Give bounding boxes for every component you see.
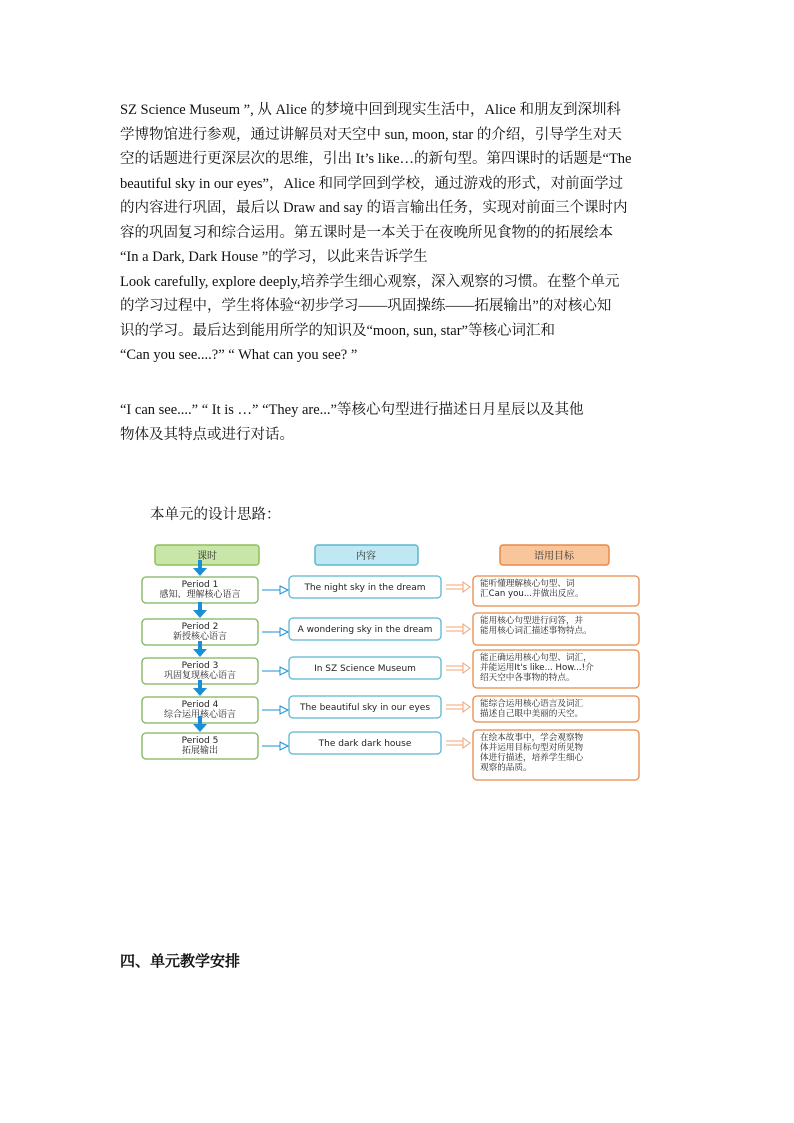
paragraph-line: “Can you see....?” “ What can you see? ”: [120, 347, 358, 363]
period-label: Period 4: [181, 700, 219, 710]
goal-arrow-head: [463, 738, 470, 748]
content-label: The dark dark house: [318, 739, 412, 749]
goal-label: 能正确运用核心句型、词汇，: [480, 653, 592, 663]
goal-label: 绍天空中各事物的特点。: [480, 673, 575, 683]
paragraph-line: 学博物馆进行参观，通过讲解员对天空中 sun, moon, star 的介绍，引导学生对天: [120, 126, 622, 143]
period-label: 拓展输出: [181, 746, 219, 756]
right-arrow-head: [280, 628, 288, 636]
paragraph-line: 识的学习。最后达到能用所学的知识及“moon, sun, star”等核心词汇和: [120, 322, 555, 339]
period-label: 感知、理解核心语言: [159, 590, 241, 600]
content-label: The beautiful sky in our eyes: [299, 703, 431, 713]
goal-label: 能用核心词汇描述事物特点。: [480, 626, 592, 636]
paragraph-line: 空的话题进行更深层次的思维，引出 It’s like…的新句型。第四课时的话题是“The: [120, 151, 632, 167]
design-flow-diagram: [138, 540, 658, 785]
diagram-rows: [142, 560, 639, 780]
down-arrow-head: [193, 649, 207, 657]
goal-arrow-head: [463, 582, 470, 592]
period-label: Period 2: [181, 622, 219, 632]
paragraph-line: SZ Science Museum ”, 从 Alice 的梦境中回到现实生活中，Alice 和朋友到深圳科: [120, 102, 621, 118]
period-label: 新授核心语言: [172, 632, 228, 642]
right-arrow-head: [280, 667, 288, 675]
header-content: 内容: [356, 551, 376, 562]
header-goal: 语用目标: [534, 551, 574, 562]
paragraph-line: beautiful sky in our eyes”，Alice 和同学回到学校，通过游戏的形式，对前面学过: [120, 175, 624, 192]
header-period: 课时: [197, 551, 217, 562]
right-arrow-head: [280, 742, 288, 750]
content-label: A wondering sky in the dream: [297, 625, 433, 635]
paragraph-line: “In a Dark, Dark House ”的学习，以此来告诉学生: [120, 249, 428, 265]
goal-label: 能综合运用核心语言及词汇: [480, 699, 584, 709]
content-label: In SZ Science Museum: [314, 664, 416, 674]
goal-label: 汇Can you...并做出反应。: [480, 589, 584, 599]
goal-arrow-head: [463, 663, 470, 673]
diagram-caption: 本单元的设计思路：: [150, 507, 281, 523]
section-heading: 四、单元教学安排: [120, 952, 241, 970]
period-label: 综合运用核心语言: [163, 710, 237, 720]
down-arrow-head: [193, 610, 207, 618]
down-arrow-head: [193, 688, 207, 696]
period-label: Period 3: [181, 661, 219, 671]
goal-label: 能听懂理解核心句型、词: [480, 579, 575, 589]
period-label: Period 1: [181, 580, 219, 590]
paragraph-line: Look carefully, explore deeply,培养学生细心观察，深入观察的习惯。在整个单元: [120, 273, 620, 290]
period-label: 巩固复现核心语言: [163, 671, 237, 681]
paragraph-line: 的学习过程中，学生将体验“初步学习——巩固操练——拓展输出”的对核心知: [120, 298, 612, 314]
content-label: The night sky in the dream: [304, 583, 426, 593]
paragraph-2: [120, 398, 680, 447]
paragraph-line: 容的巩固复习和综合运用。第五课时是一本关于在夜晚所见食物的的拓展绘本: [120, 224, 613, 241]
down-arrow-head: [193, 724, 207, 732]
goal-arrow-head: [463, 702, 470, 712]
goal-label: 体进行描述，培养学生细心: [480, 753, 584, 763]
right-arrow-head: [280, 586, 288, 594]
goal-label: 在绘本故事中，学会观察物: [480, 733, 584, 743]
goal-label: 并能运用It's like... How...!介: [480, 663, 594, 673]
down-arrow-head: [193, 568, 207, 576]
paragraph-line: 物体及其特点或进行对话。: [120, 426, 294, 443]
paragraph-line: “I can see....” “ It is …” “They are...”等核心句型进行描述日月星辰以及其他: [120, 402, 584, 418]
period-label: Period 5: [181, 736, 219, 746]
goal-label: 观察的品质。: [480, 763, 532, 773]
goal-label: 体并运用目标句型对所见物: [480, 743, 584, 753]
right-arrow-head: [280, 706, 288, 714]
paragraph-line: 的内容进行巩固，最后以 Draw and say 的语言输出任务，实现对前面三个课时内: [120, 200, 628, 216]
goal-label: 能用核心句型进行问答，并: [480, 616, 584, 626]
paragraph-1: [120, 98, 680, 368]
goal-label: 描述自己眼中美丽的天空。: [480, 709, 584, 719]
goal-arrow-head: [463, 624, 470, 634]
